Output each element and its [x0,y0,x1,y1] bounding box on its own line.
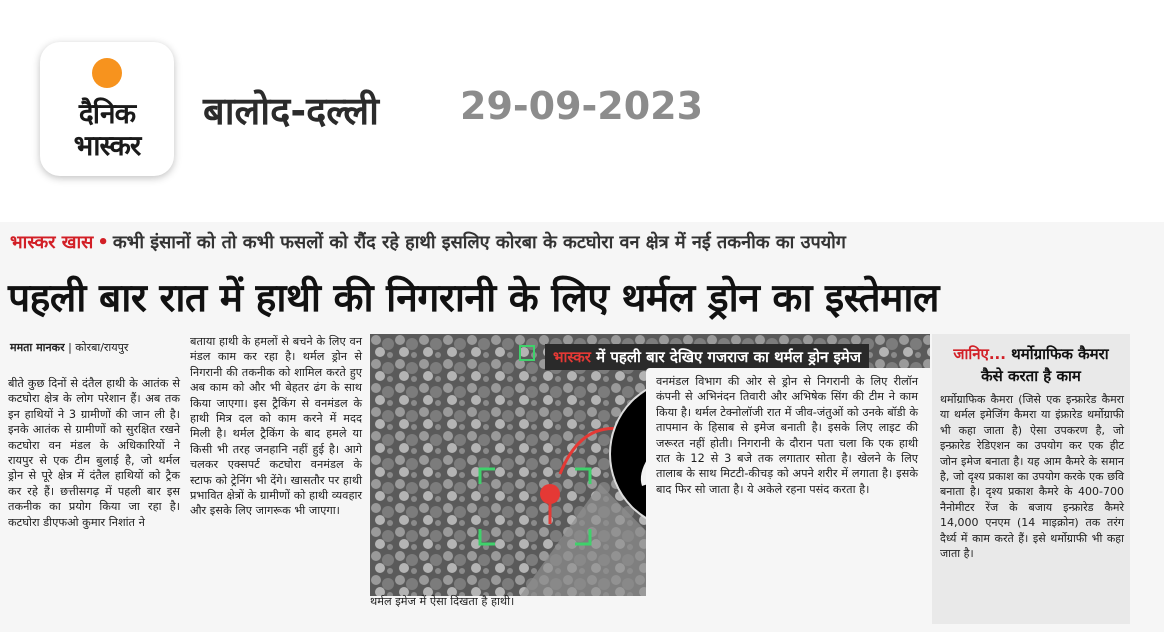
kicker-dot: • [97,232,109,253]
explainer-title-line-2: कैसे करता है काम [981,367,1081,385]
explainer-title-rest: थर्मोग्राफिक कैमरा [1011,345,1109,363]
explainer-title [932,344,1130,364]
sun-icon [92,58,122,88]
kicker-tag: भास्कर खास [10,232,94,253]
location-pin-icon [540,484,560,504]
logo-line-1: दैनिक [78,97,136,130]
logo-line-2: भास्कर [73,129,141,162]
byline-name: ममता मानकर [10,341,65,354]
article-column-3: वनमंडल विभाग की ओर से ड्रोन से निगरानी के लिए रीलॉन कंपनी से अभिनंदन तिवारी और अभिषेक सिंग की टीम ने काम किया है। थर्मल टेक्नोलॉजी रात में जीव-जंतुओं को उनके बॉडी के तापमान के हिसाब से इमेज बनाती है। इसके लिए लाइट की जरूरत नहीं होती। निगरानी के दौरान पता चला कि एक हाथी रात के 12 से 3 बजे तक लगातार सोता है। खेलने के लिए तालाब के साथ मिटटी-कीचड़ को अपने शरीर में लगाता है। इसके बाद फिर सो जाता है। ये अकेले रहना पसंद करता है। [656,375,918,496]
photo-caption-banner [545,344,869,370]
kicker-text: कभी इंसानों को तो कभी फसलों को रौंद रहे हाथी इसलिए कोरबा के कटघोरा वन क्षेत्र में नई तकनीक का उपयोग [112,232,846,253]
edition-date: 29-09-2023 [460,84,704,128]
edition-place: बालोद-दल्ली [203,89,380,133]
newspaper-clipping [0,222,1164,632]
explainer-text: थर्मोग्राफिक कैमरा (जिसे एक इन्फ्रारेड कैमरा या थर्मल इमेजिंग कैमरा या इंफ्रारेड थर्मोग्राफी भी कहा जाता है) ऐसा उपकरण है, जो इन्फ्रारेड रेडिएशन का उपयोग कर एक हीट जोन इमेज बनाता है। यह आम कैमरे के समान है, जो दृश्य प्रकाश का उपयोग करके एक छवि बनाता है। दृश्य प्रकाश कैमरे के 400-700 नैनोमीटर रेंज के बजाय इन्फ्रारेड कैमरे 14,000 एनएम (14 माइक्रोन) तक तरंग दैर्ध्य में काम करते हैं। इसे थर्मोग्राफी भी कहा जाता है। [940,393,1124,561]
explainer-box [932,334,1130,624]
dainik-bhaskar-logo [40,42,174,176]
article-column-2: बताया हाथी के हमलों से बचने के लिए वन मंडल काम कर रहा है। थर्मल ड्रोन से निगरानी की तकनीक को शामिल करते हुए अब काम को और भी बेहतर ढंग के साथ किया जाएगा। इस ट्रैकिंग से वनमंडल के हाथी मित्र दल को काम करने में मदद मिली है। थर्मल ट्रैकिंग के बाद हमले या किसी भी तरह जनहानि नहीं हुई है। आगे चलकर एक्सपर्ट कटघोरा वनमंडल के स्टाफ को ट्रेनिंग भी देंगे। खासतौर पर हाथी प्रभावित क्षेत्रों के ग्रामीणों को हाथी व्यवहार और इसके लिए जागरूक भी जाएगा। [190,335,362,518]
article-column-1: बीते कुछ दिनों से दंतैल हाथी के आतंक से कटघोरा क्षेत्र के लोग परेशान हैं। अब तक इन हाथियों ने 3 ग्रामीणों की जान ली है।इनके आतंक से ग्रामीणों को सुरक्षित रखने कटघोरा वन मंडल के अधिकारियों ने रायपुर से एक टीम बुलाई है, जो थर्मल ड्रोन से पूरे क्षेत्र में दंतैल हाथियों को ट्रैक कर रहे हैं। छत्तीसगढ़ में पहली बार इस तकनीक का प्रयोग किया जा रहा है। कटघोरा डीएफओ कुमार निशांत ने [8,377,180,529]
image-caption: थर्मल इमेज में ऐसा दिखता है हाथी। [370,595,515,608]
photo-caption-brand: भास्कर [553,348,591,366]
byline [10,340,128,355]
kicker [10,230,846,254]
headline: पहली बार रात में हाथी की निगरानी के लिए थर्मल ड्रोन का इस्तेमाल [8,276,939,321]
byline-place: | कोरबा/रायपुर [68,341,129,354]
explainer-title-red: जानिए... [953,345,1006,363]
photo-caption-text: में पहली बार देखिए गजराज का थर्मल ड्रोन इमेज [596,348,862,366]
